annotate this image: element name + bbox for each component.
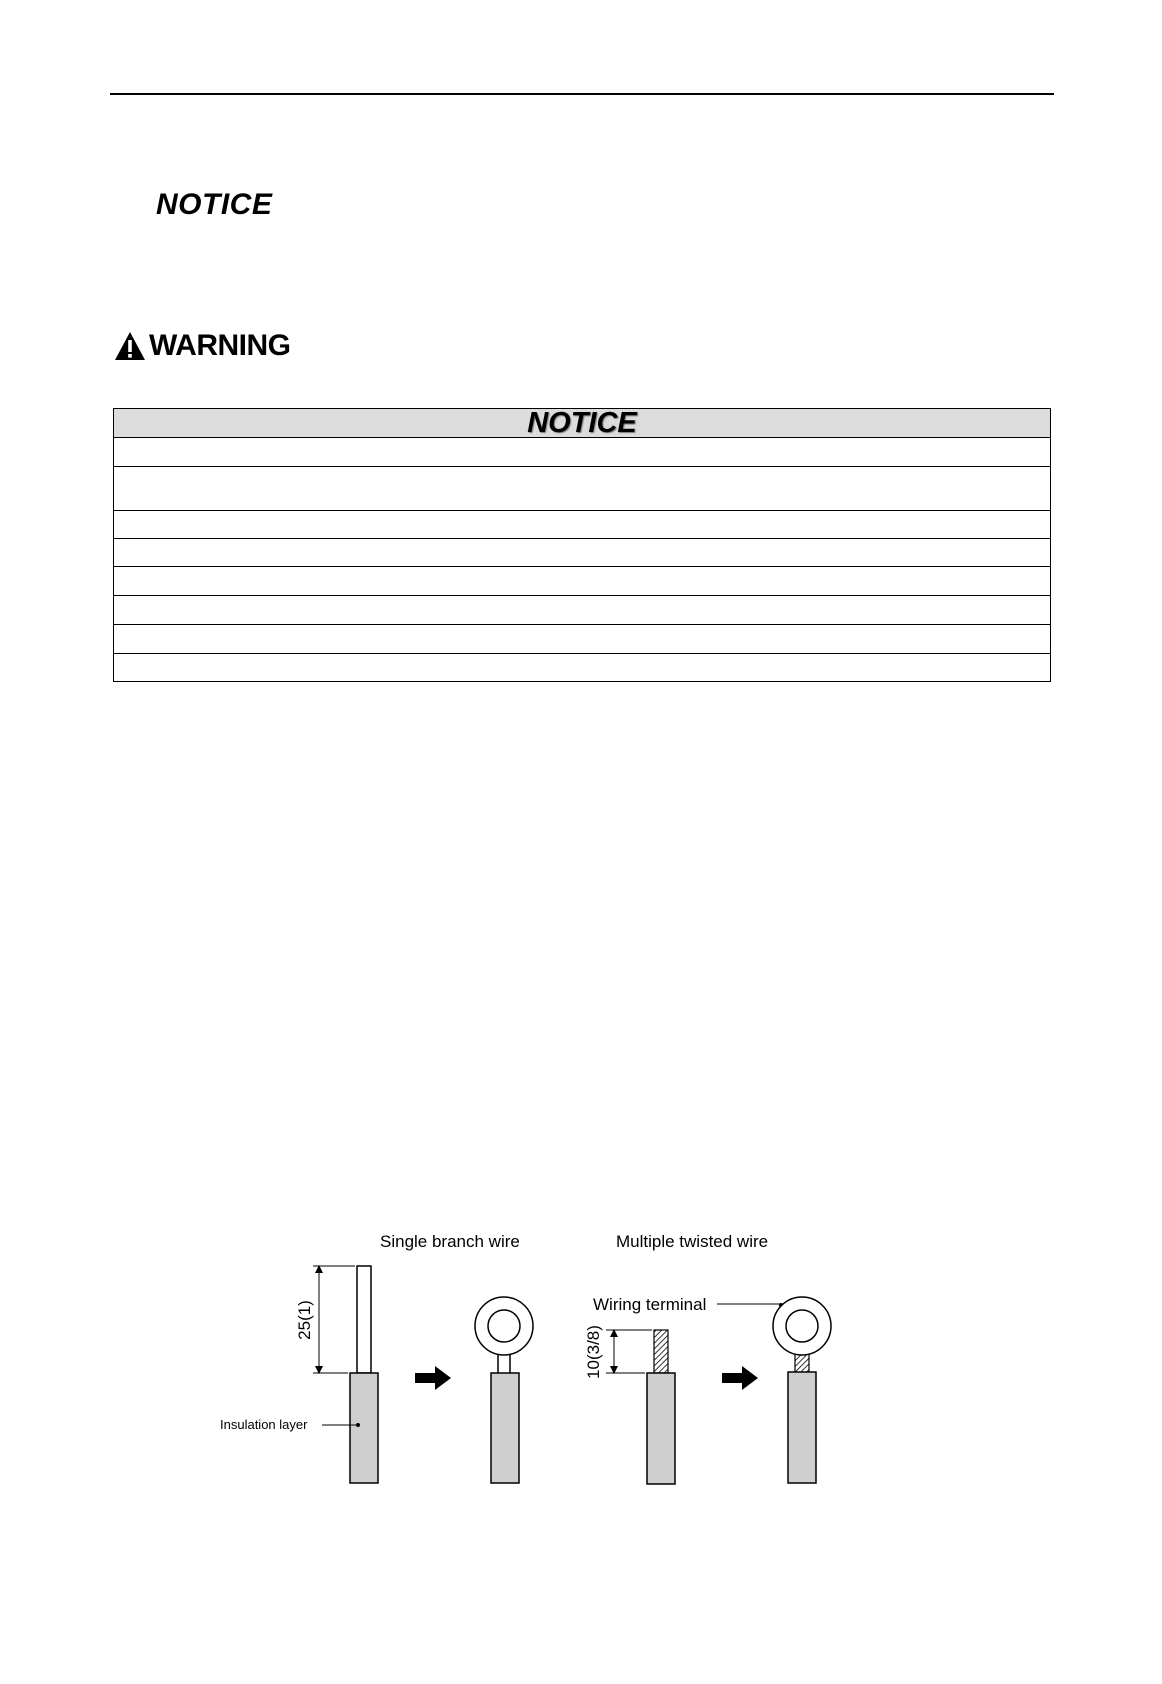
insulation-label: Insulation layer bbox=[220, 1417, 308, 1432]
notice-table-header: NOTICE bbox=[114, 409, 1051, 438]
multiple-twisted-label: Multiple twisted wire bbox=[616, 1232, 769, 1251]
single-wire-stripped bbox=[220, 1266, 378, 1483]
warning-label: WARNING bbox=[149, 329, 291, 362]
notice-heading: NOTICE bbox=[156, 188, 273, 221]
insulated-wire bbox=[350, 1373, 378, 1483]
single-branch-label: Single branch wire bbox=[380, 1232, 520, 1251]
terminal-label: Wiring terminal bbox=[593, 1295, 707, 1314]
strip-length-twisted: 10(3/8) bbox=[584, 1325, 603, 1379]
twisted-conductor bbox=[654, 1330, 668, 1373]
twisted-wire-terminal bbox=[773, 1297, 831, 1483]
strip-length-single: 25(1) bbox=[295, 1300, 314, 1340]
single-wire-terminal bbox=[475, 1297, 533, 1483]
bare-conductor bbox=[357, 1266, 371, 1373]
right-arrow-icon bbox=[415, 1366, 451, 1390]
twisted-wire-stripped bbox=[584, 1295, 783, 1484]
right-arrow-icon bbox=[722, 1366, 758, 1390]
